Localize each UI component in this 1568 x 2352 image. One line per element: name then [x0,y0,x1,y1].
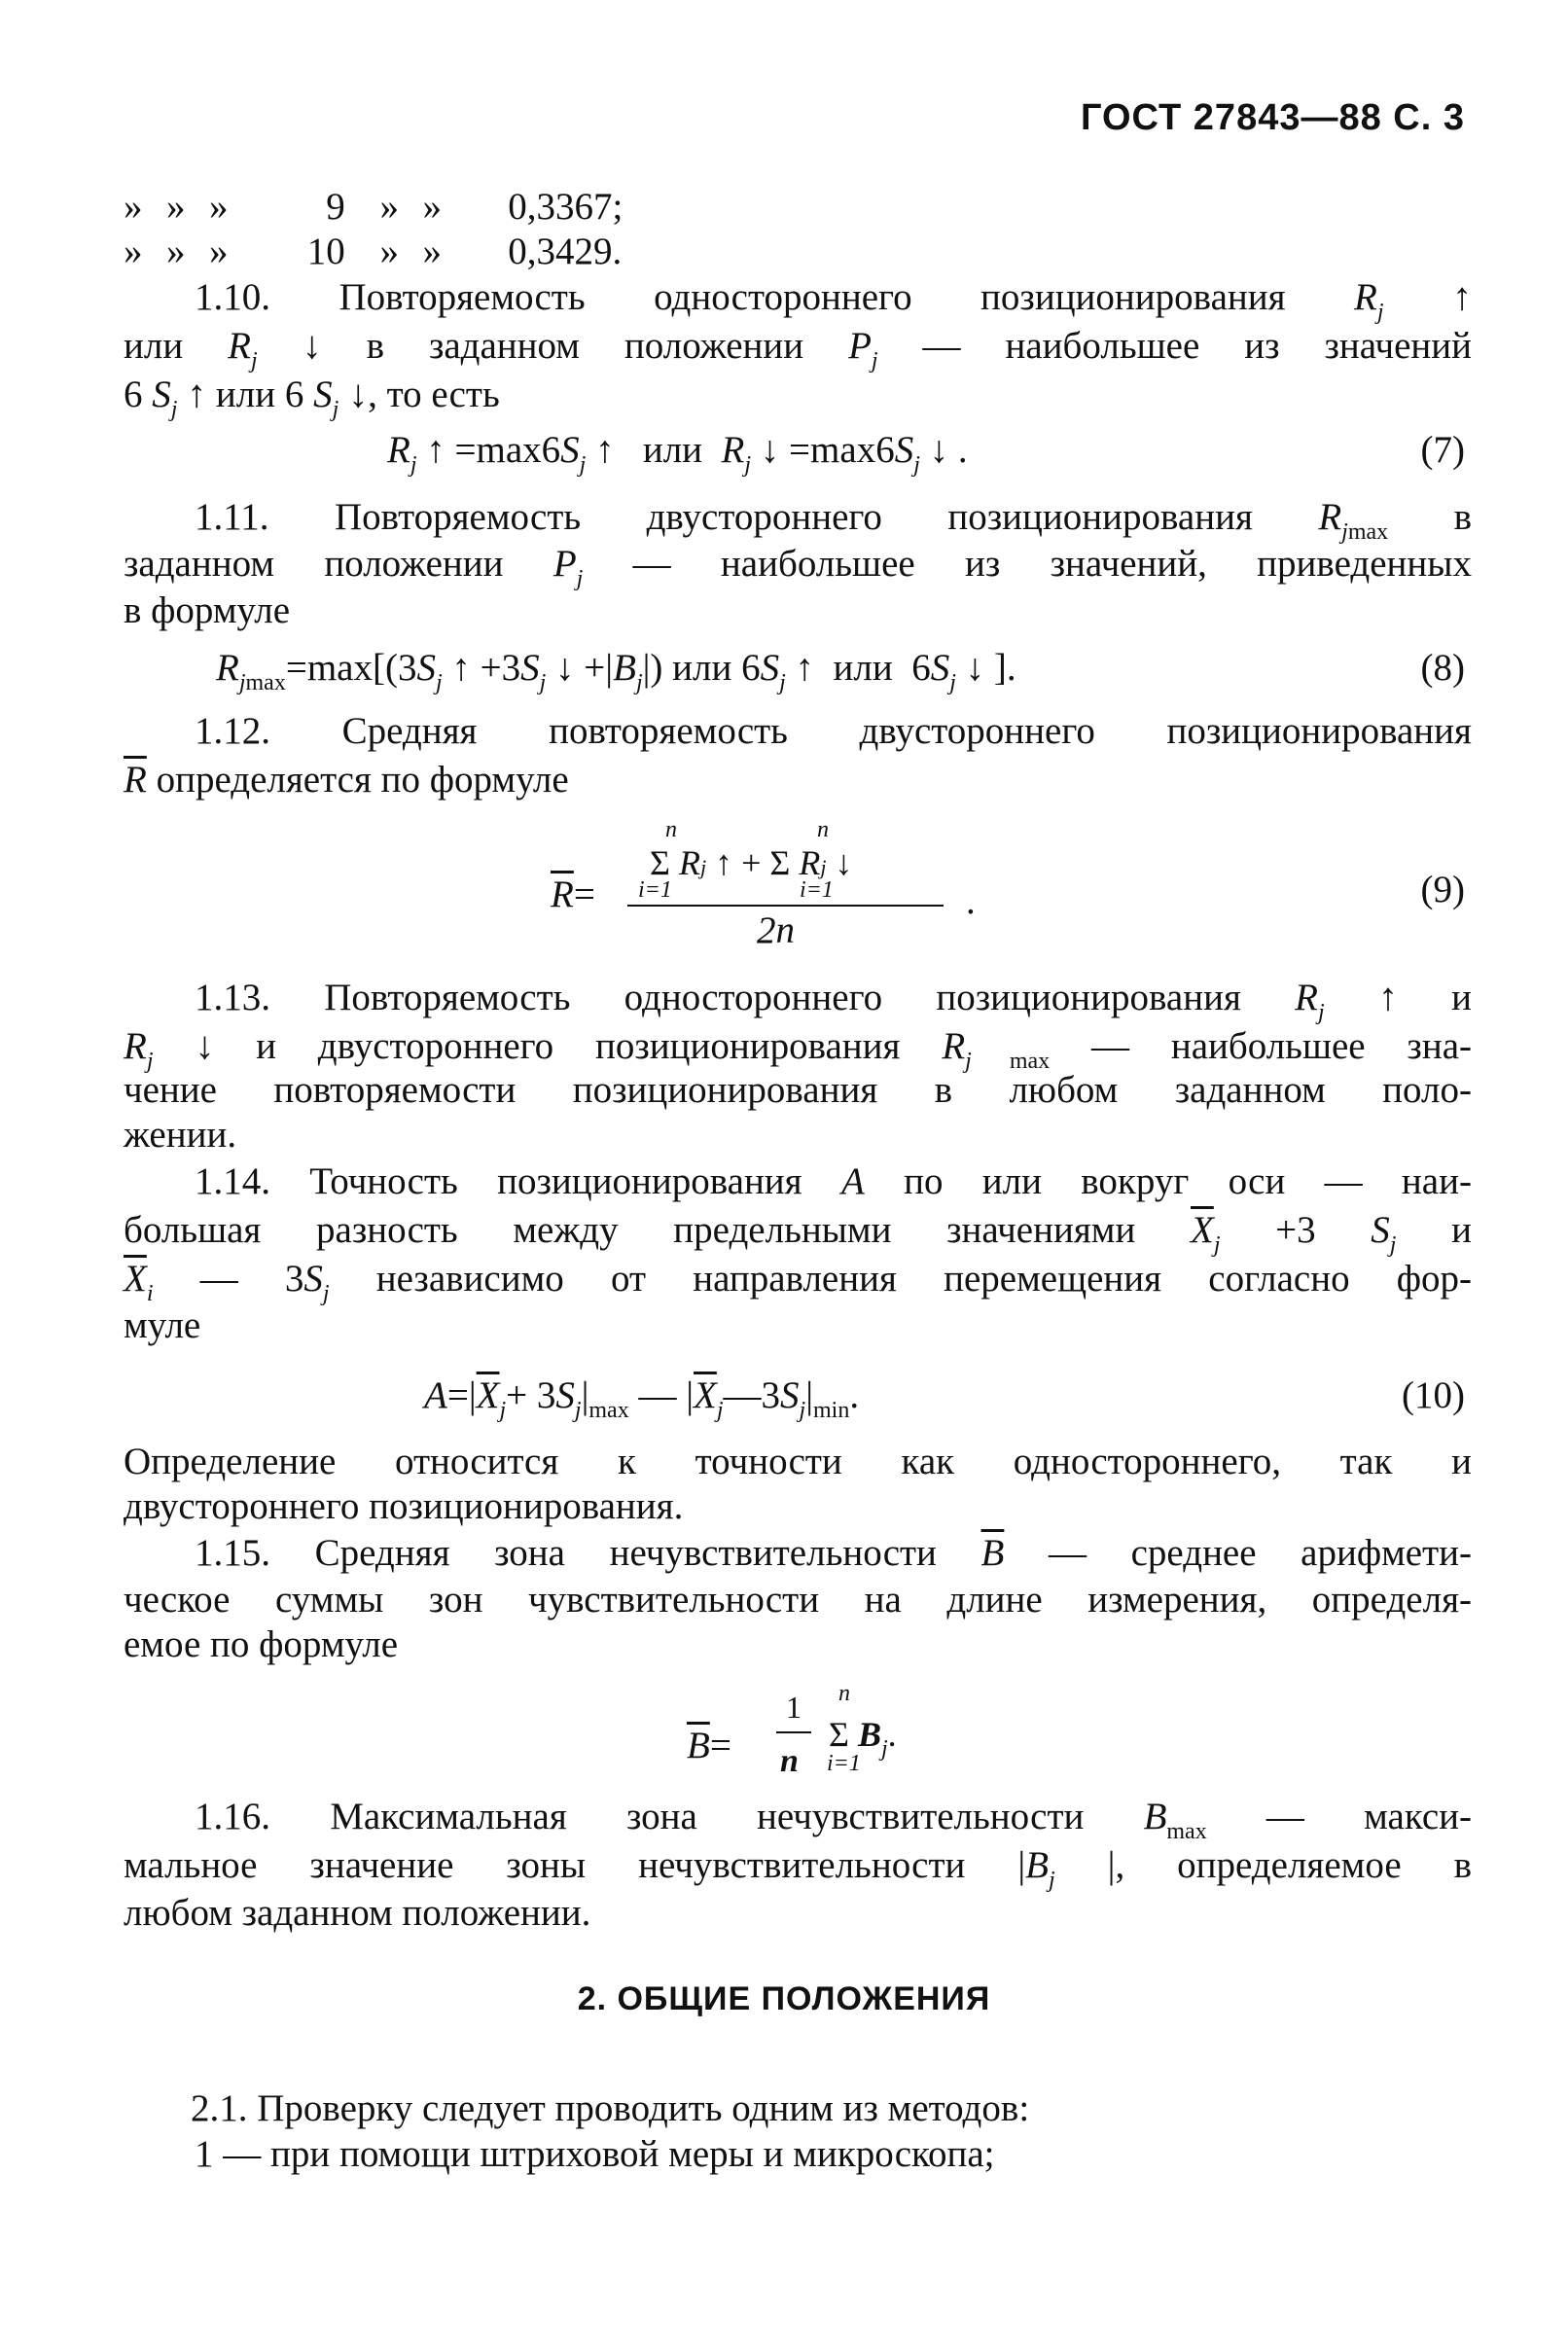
definition-line-2: двустороннего позиционирования. [124,1485,684,1527]
document-page: ГОСТ 27843—88 С. 3 » » » 9 » » 0,3367; » » » 10 » » 0,3429. 1.10. Повторяемость одностороннего позиционирования $R_j$ ↑ или $R_j$ ↓ в заданном положении $P_j$ — наибольшее из значений 6 $S_j$ ↑ или 6 $S_j$ ↓, то есть $R_j$ ↑ $=\max 6S_j$ ↑ или $R_j$ ↓ $=\max 6S_j$ ↓ . (7) 1.11. Повторяемость двустороннего позиционирования $R_{jmax}$ в заданном положении $P_j$ — наибольшее из значений, приведенных в формуле $R_{jmax}=\max[(3S_j$ ↑ $+3S_j$ ↓ $+|B_j|$) или $6S_j$ ↑ или $6S_j$ ↓ ]. (8) 1.12. Средняя повторяемость двустороннего позиционирования $\overline{R}$ определяется по формуле n n Σ Rj ↑ + Σ Rj ↓ i=1 i=1 $\overline{R}=$ 2n . (9) 1.13. Повторяемость одностороннего позиционирования $R_j$ ↑ и $R_j$ ↓ и двустороннего позиционирования $R_{j max}$ — наибольшее зна- чение повторяемости позиционирования в любом заданном поло- жении. 1.14. Точность позиционирования A по или вокруг оси — наи- большая разность между предельными значениями $\overline{X}_j +3$ $S_j$ и $\overline{X}_i$ — $3S_j$ независимо от направления перемещения согласно фор- муле $A=|\overline{X}_j+ 3S_j|_{max}$ — $|\overline{X}_j—3S_j|_{min}$. (10) Определение относится к точности как одностороннего, так и двустороннего позиционирования. 1.15. Средняя зона нечувствительности $\overline{B}$ — среднее арифмети- ческое суммы зон чувствительности на длине измерения, определя- емое по формуле $\overline{B}=$ 1 n n Σ $B_j$. i=1 1.16. Максимальная зона нечувствительности $B_{max}$ — макси- мальное значение зоны нечувствительности $|B_j$ |, определяемое в любом заданном положении. 2. ОБЩИЕ ПОЛОЖЕНИЯ 2.1. Проверку следует проводить одним из методов: 1 — при помощи штриховой меры и микроскопа; [0,0,1568,2352]
paragraph-1-13-line-2: $R_j$ ↓ и двустороннего позиционирования $R_{j max}$ — наибольшее зна- [124,1023,1472,1074]
formula-9-number: (9) [1420,869,1465,910]
formula-8: $R_{jmax}=\max[(3S_j$ ↑ $+3S_j$ ↓ $+|B_j|$) или $6S_j$ ↑ или $6S_j$ ↓ ]. [216,647,1016,695]
paragraph-1-13-line-4: жении. [124,1114,237,1156]
paragraph-1-14-line-1: 1.14. Точность позиционирования A по или вокруг оси — наи- [195,1160,1472,1202]
paragraph-1-15-line-2: ческое суммы зон чувствительности на длине измерения, определя- [124,1579,1472,1621]
paragraph-1-16-line-3: любом заданном положении. [124,1892,591,1934]
paragraph-1-10-line-2: или $R_j$ ↓ в заданном положении $P_j$ — наибольшее из значений [124,323,1473,374]
paragraph-1-11-line-1: 1.11. Повторяемость двустороннего позиционирования $R_{jmax}$ в [195,496,1473,545]
paragraph-1-14-line-2: большая разность между предельными значениями $\overline{X}_j +3$ $S_j$ и [124,1209,1472,1258]
paragraph-1-10-line-1: 1.10. Повторяемость одностороннего позиционирования $R_j$ ↑ [195,274,1473,325]
paragraph-1-11-line-2: заданном положении $P_j$ — наибольшее из значений, приведенных [124,543,1472,591]
paragraph-1-16-line-1: 1.16. Максимальная зона нечувствительности $B_{max}$ — макси- [195,1796,1472,1844]
continuation-line-10: » » » 10 » » 0,3429. [124,231,623,272]
paragraph-1-15-line-1: 1.15. Средняя зона нечувствительности $\overline{B}$ — среднее арифмети- [195,1532,1473,1574]
paragraph-1-15-line-3: емое по формуле [124,1623,399,1665]
paragraph-1-13-line-3: чение повторяемости позиционирования в любом заданном поло- [124,1069,1472,1111]
paragraph-1-13-line-1: 1.13. Повторяемость одностороннего позиционирования $R_j$ ↑ и [195,975,1473,1025]
formula-7-number: (7) [1420,429,1465,471]
formula-10: $A=|\overline{X}_j+ 3S_j|_{max}$ — $|\overline{X}_j—3S_j|_{min}$. [424,1374,860,1423]
paragraph-1-14-line-3: $\overline{X}_i$ — $3S_j$ независимо от направления перемещения согласно фор- [124,1258,1473,1306]
paragraph-1-16-line-2: мальное значение зоны нечувствительности $|B_j$ |, определяемое в [124,1844,1472,1893]
formula-8-number: (8) [1420,647,1465,689]
paragraph-1-10-line-3: 6 $S_j$ ↑ или 6 $S_j$ ↓, то есть [124,372,500,422]
paragraph-2-1-line-2: 1 — при помощи штриховой меры и микроскопа; [195,2133,995,2175]
paragraph-1-11-line-3: в формуле [124,589,291,631]
paragraph-2-1-line-1: 2.1. Проверку следует проводить одним из методов: [191,2087,1030,2129]
continuation-line-9: » » » 9 » » 0,3367; [124,186,624,228]
formula-7: $R_j$ ↑ $=\max 6S_j$ ↑ или $R_j$ ↓ $=\max 6S_j$ ↓ . [387,429,968,478]
paragraph-1-14-line-4: муле [124,1304,201,1346]
page-header: ГОСТ 27843—88 С. 3 [1080,97,1465,138]
paragraph-1-12-line-2: $\overline{R}$ определяется по формуле [124,759,569,801]
section-heading: 2. ОБЩИЕ ПОЛОЖЕНИЯ [577,1980,991,2017]
formula-10-number: (10) [1402,1374,1465,1416]
definition-line-1: Определение относится к точности как одностороннего, так и [124,1441,1472,1482]
paragraph-1-12-line-1: 1.12. Средняя повторяемость двустороннего позиционирования [195,710,1472,752]
